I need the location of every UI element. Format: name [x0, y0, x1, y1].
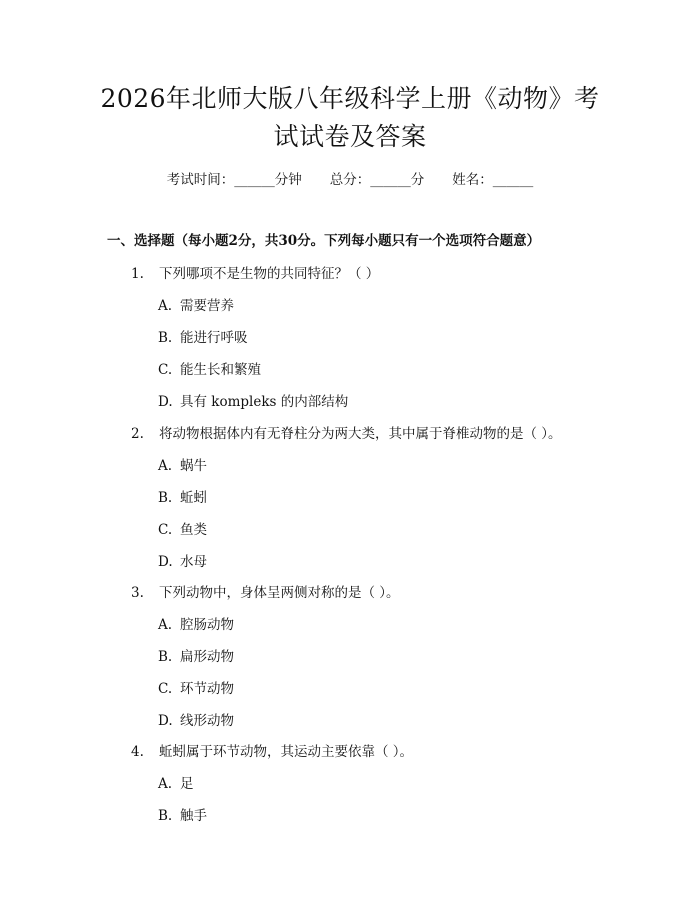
- q2-option-b: [158, 486, 207, 506]
- question-number: 2.: [131, 426, 144, 442]
- page-title: [60, 80, 640, 156]
- option-letter: A.: [158, 298, 173, 314]
- question-text: 蚯蚓属于环节动物，其运动主要依靠（ ）。: [159, 744, 414, 760]
- time-blank: ______: [234, 172, 275, 188]
- q1-option-b: [158, 326, 248, 346]
- section-heading-choice: 一、选择题（每小题2分，共30分。下列每小题只有一个选项符合题意）: [107, 233, 541, 249]
- score-field: [330, 168, 425, 188]
- option-letter: D.: [158, 394, 173, 410]
- question-text: 下列哪项不是生物的共同特征？（ ）: [159, 266, 380, 282]
- option-text: 需要营养: [180, 298, 234, 314]
- q3-option-c: [158, 677, 234, 697]
- question-number: 3.: [131, 585, 144, 601]
- name-blank: ______: [492, 172, 534, 188]
- option-letter: C.: [158, 362, 173, 378]
- q3-option-b: [158, 645, 234, 665]
- option-letter: C.: [158, 681, 173, 697]
- question-text: 下列动物中，身体呈两侧对称的是（ ）。: [159, 585, 400, 601]
- question-number: 1.: [131, 266, 144, 282]
- question-number: 4.: [131, 744, 144, 760]
- option-letter: A.: [158, 776, 173, 792]
- name-label: 姓名：: [452, 172, 493, 188]
- option-text: 线形动物: [180, 713, 234, 729]
- option-letter: B.: [158, 490, 173, 506]
- option-text: 腔肠动物: [180, 617, 234, 633]
- option-text: 蚯蚓: [180, 490, 207, 506]
- q3-option-a: [158, 613, 234, 633]
- title-line-2: 试试卷及答案: [273, 122, 427, 151]
- option-letter: D.: [158, 713, 173, 729]
- q2-option-d: [158, 550, 207, 570]
- option-text: 扁形动物: [180, 649, 234, 665]
- q1-option-d: [158, 390, 348, 410]
- name-field: [452, 168, 533, 188]
- option-letter: B.: [158, 649, 173, 665]
- exam-meta: [0, 168, 700, 188]
- time-unit: 分钟: [274, 172, 302, 188]
- score-label: 总分：: [329, 172, 371, 188]
- title-line-1: 2026年北师大版八年级科学上册《动物》考: [100, 84, 600, 113]
- score-blank: ______: [370, 172, 411, 188]
- option-text: 能生长和繁殖: [180, 362, 261, 378]
- q2-option-c: [158, 518, 207, 538]
- option-text: 蜗牛: [180, 458, 207, 474]
- q3-option-d: [158, 709, 234, 729]
- q4-option-b: [158, 804, 207, 824]
- q1-option-a: [158, 294, 234, 314]
- option-letter: C.: [158, 522, 173, 538]
- q4-option-a: [158, 772, 194, 792]
- option-text: 触手: [180, 808, 207, 824]
- option-letter: A.: [158, 458, 173, 474]
- option-letter: B.: [158, 330, 173, 346]
- exam-time-field: [167, 168, 302, 188]
- option-letter: D.: [158, 554, 173, 570]
- question-1: [131, 262, 379, 282]
- time-label: 考试时间：: [166, 172, 235, 188]
- option-text: 水母: [180, 554, 207, 570]
- option-text: 环节动物: [180, 681, 234, 697]
- q1-option-c: [158, 358, 261, 378]
- option-text: 鱼类: [180, 522, 207, 538]
- question-text: 将动物根据体内有无脊柱分为两大类，其中属于脊椎动物的是（ ）。: [159, 426, 562, 442]
- score-unit: 分: [410, 172, 425, 188]
- q2-option-a: [158, 454, 207, 474]
- option-letter: A.: [158, 617, 173, 633]
- question-2: [131, 422, 562, 442]
- option-letter: B.: [158, 808, 173, 824]
- question-3: [131, 581, 400, 601]
- option-text: 能进行呼吸: [180, 330, 248, 346]
- option-text: 具有 kompleks 的内部结构: [180, 394, 349, 410]
- option-text: 足: [180, 776, 194, 792]
- question-4: [131, 740, 413, 760]
